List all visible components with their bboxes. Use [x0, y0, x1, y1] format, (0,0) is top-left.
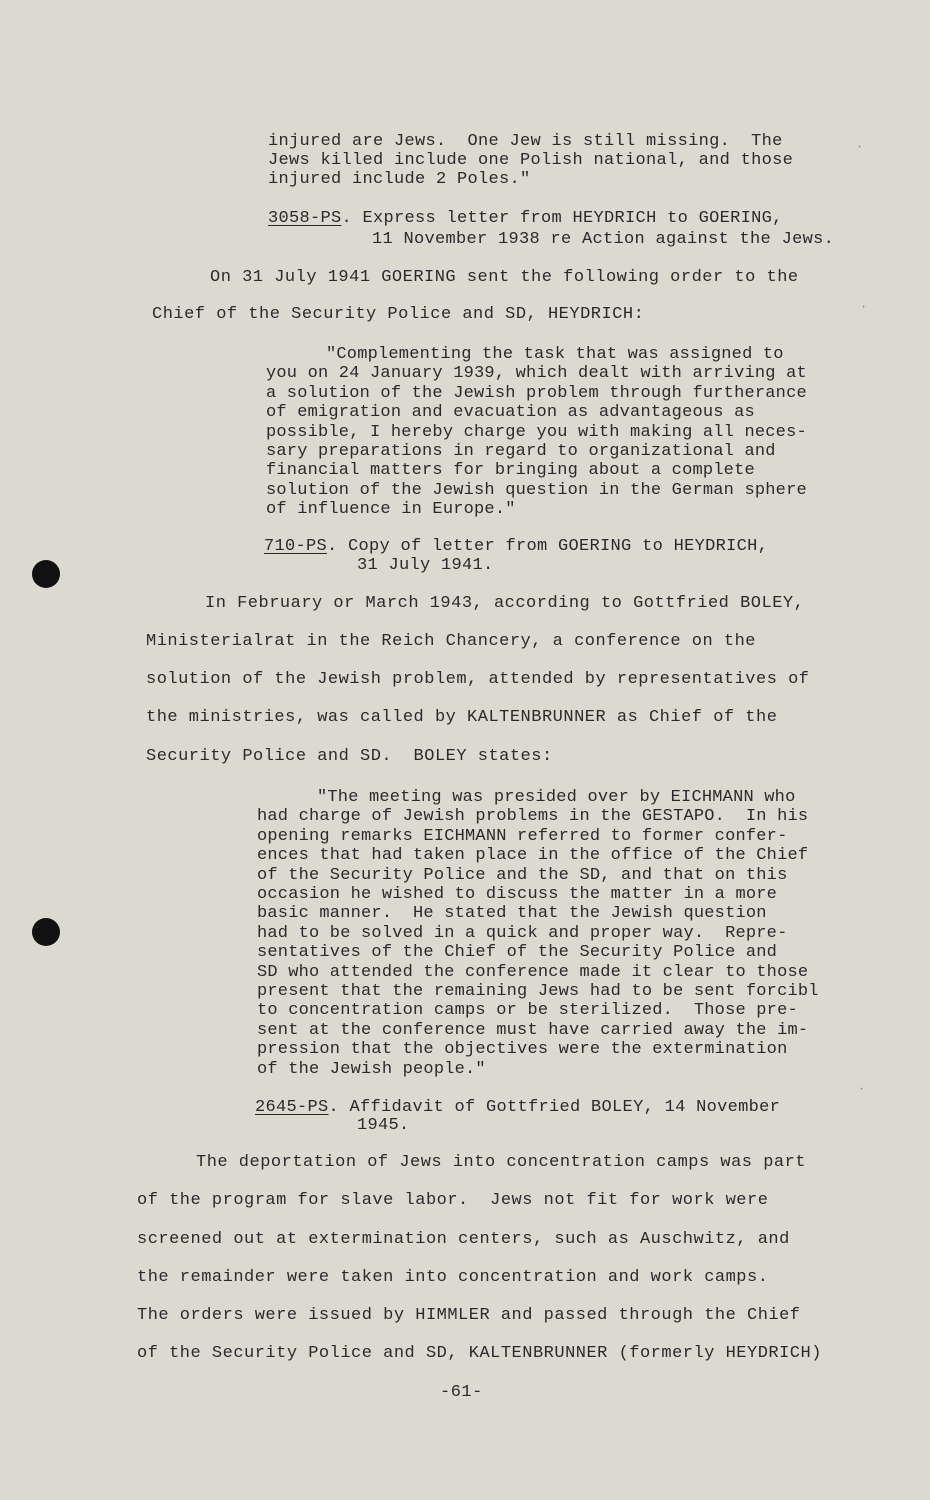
- quote-line: sentatives of the Chief of the Security Police and: [257, 943, 778, 963]
- quote-line: of the Jewish people.": [257, 1059, 486, 1079]
- body-line: solution of the Jewish problem, attended by representatives of: [146, 670, 810, 689]
- citation-text: . Copy of letter from GOERING to HEYDRICH,: [327, 537, 769, 556]
- edge-mark: ·: [858, 1082, 866, 1096]
- quote-line: "Complementing the task that was assigned to: [326, 345, 784, 364]
- citation-3058: [268, 209, 783, 228]
- body-line: Chief of the Security Police and SD, HEYDRICH:: [152, 305, 645, 324]
- body-line: On 31 July 1941 GOERING sent the following order to the: [210, 268, 799, 287]
- quote-line: Jews killed include one Polish national, and those: [268, 151, 794, 170]
- citation-line: 31 July 1941.: [357, 556, 494, 575]
- quote-line: injured are Jews. One Jew is still missing. The: [268, 132, 783, 151]
- page-number: -61-: [440, 1383, 483, 1402]
- body-line: Ministerialrat in the Reich Chancery, a conference on the: [146, 632, 756, 651]
- body-line: Security Police and SD. BOLEY states:: [146, 747, 553, 766]
- quote-block-goering: [266, 345, 807, 520]
- citation-ref: 710-PS: [264, 537, 328, 556]
- body-line: The orders were issued by HIMMLER and passed through the Chief: [137, 1306, 801, 1325]
- quote-line: present that the remaining Jews had to be sent forcibl: [257, 982, 819, 1002]
- citation-2645: [255, 1098, 780, 1117]
- quote-line: sary preparations in regard to organizational and: [266, 442, 776, 462]
- body-line: screened out at extermination centers, such as Auschwitz, and: [137, 1230, 790, 1249]
- edge-mark: ·: [856, 140, 864, 154]
- edge-mark: ·: [860, 300, 868, 314]
- quote-line: basic manner. He stated that the Jewish question: [257, 904, 767, 924]
- binder-hole-upper: [32, 560, 60, 588]
- quote-line: of emigration and evacuation as advantageous as: [266, 403, 755, 423]
- body-line: the ministries, was called by KALTENBRUNNER as Chief of the: [146, 708, 778, 727]
- binder-hole-lower: [32, 918, 60, 946]
- quote-line: pression that the objectives were the extermination: [257, 1040, 788, 1060]
- quote-line: injured include 2 Poles.": [268, 170, 531, 189]
- citation-text: . Express letter from HEYDRICH to GOERING,: [341, 209, 783, 228]
- quote-line: had charge of Jewish problems in the GESTAPO. In his: [257, 807, 809, 827]
- body-line: the remainder were taken into concentration and work camps.: [137, 1268, 769, 1287]
- quote-line: occasion he wished to discuss the matter in a more: [257, 885, 778, 905]
- body-line: of the program for slave labor. Jews not fit for work were: [137, 1191, 769, 1210]
- quote-line: SD who attended the conference made it clear to those: [257, 962, 809, 982]
- citation-line: 11 November 1938 re Action against the Jews.: [372, 230, 835, 249]
- quote-line: opening remarks EICHMANN referred to former confer-: [257, 826, 788, 846]
- quote-line: ences that had taken place in the office of the Chief: [257, 846, 809, 866]
- citation-710: [264, 537, 768, 556]
- quote-line: financial matters for bringing about a complete: [266, 461, 755, 481]
- body-line: The deportation of Jews into concentration camps was part: [196, 1153, 806, 1172]
- citation-line: 1945.: [357, 1116, 410, 1135]
- quote-line: "The meeting was presided over by EICHMANN who: [317, 788, 796, 807]
- body-line: of the Security Police and SD, KALTENBRUNNER (formerly HEYDRICH): [137, 1344, 822, 1363]
- body-line: In February or March 1943, according to Gottfried BOLEY,: [205, 594, 805, 613]
- quote-line: a solution of the Jewish problem through furtherance: [266, 383, 807, 403]
- quote-line: solution of the Jewish question in the German sphere: [266, 480, 807, 500]
- quote-line: of the Security Police and the SD, and that on this: [257, 865, 788, 885]
- quote-line: possible, I hereby charge you with making all neces-: [266, 422, 807, 442]
- citation-ref: 2645-PS: [255, 1098, 329, 1117]
- quote-block-boley: [257, 788, 819, 1079]
- quote-line: to concentration camps or be sterilized. Those pre-: [257, 1001, 798, 1021]
- citation-ref: 3058-PS: [268, 209, 342, 228]
- citation-text: . Affidavit of Gottfried BOLEY, 14 November: [328, 1098, 781, 1117]
- quote-line: had to be solved in a quick and proper way. Repre-: [257, 923, 788, 943]
- quote-line: of influence in Europe.": [266, 500, 516, 520]
- quote-line: you on 24 January 1939, which dealt with arriving at: [266, 364, 807, 384]
- quote-line: sent at the conference must have carried away the im-: [257, 1020, 809, 1040]
